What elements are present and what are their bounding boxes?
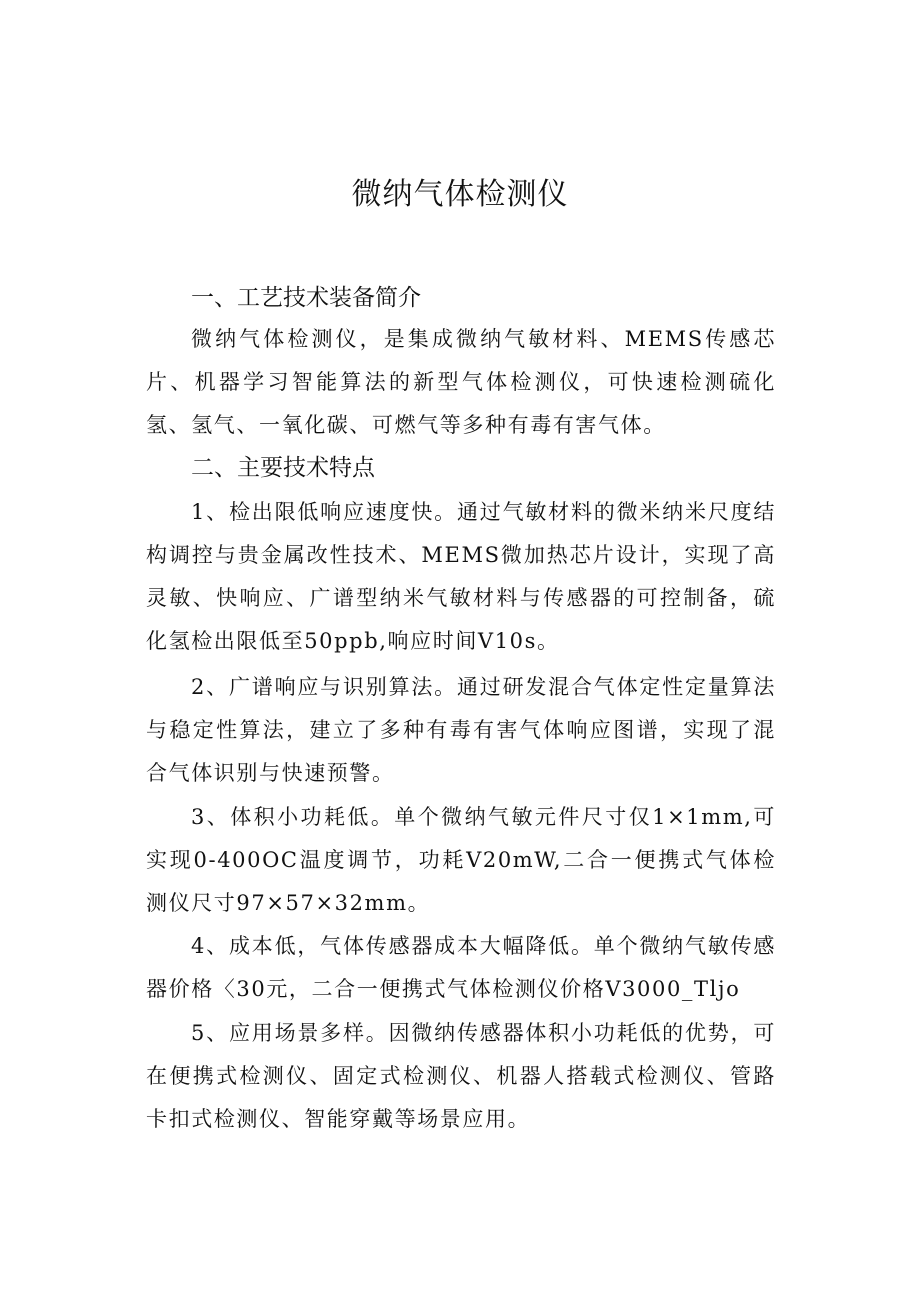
section-heading-features: 二、主要技术特点 bbox=[191, 455, 375, 481]
intro-paragraph: 微纳气体检测仪，是集成微纳气敏材料、MEMS传感芯片、机器学习智能算法的新型气体检测仪，可快速检测硫化氢、氢气、一氧化碳、可燃气等多种有毒有害气体。 bbox=[146, 327, 776, 437]
feature-paragraph-2: 2、广谱响应与识别算法。通过研发混合气体定性定量算法与稳定性算法，建立了多种有毒有害气体响应图谱，实现了混合气体识别与快速预警。 bbox=[146, 675, 776, 785]
feature-paragraph-3: 3、体积小功耗低。单个微纳气敏元件尺寸仅1×1mm,可实现0-400OC温度调节，功耗V20mW,二合一便携式气体检测仪尺寸97×57×32mm。 bbox=[146, 805, 776, 915]
feature-paragraph-4: 4、成本低，气体传感器成本大幅降低。单个微纳气敏传感器价格〈30元，二合一便携式气体检测仪价格V3000_Tljo bbox=[146, 934, 776, 1001]
section-heading-intro: 一、工艺技术装备简介 bbox=[191, 285, 421, 311]
document-title: 微纳气体检测仪 bbox=[351, 177, 569, 212]
feature-paragraph-1: 1、检出限低响应速度快。通过气敏材料的微米纳米尺度结构调控与贵金属改性技术、MEMS微加热芯片设计，实现了高灵敏、快响应、广谱型纳米气敏材料与传感器的可控制备，硫化氢检出限低至50ppb,响应时间V10s。 bbox=[146, 500, 776, 653]
feature-paragraph-5: 5、应用场景多样。因微纳传感器体积小功耗低的优势，可在便携式检测仪、固定式检测仪、机器人搭载式检测仪、管路卡扣式检测仪、智能穿戴等场景应用。 bbox=[146, 1021, 776, 1131]
